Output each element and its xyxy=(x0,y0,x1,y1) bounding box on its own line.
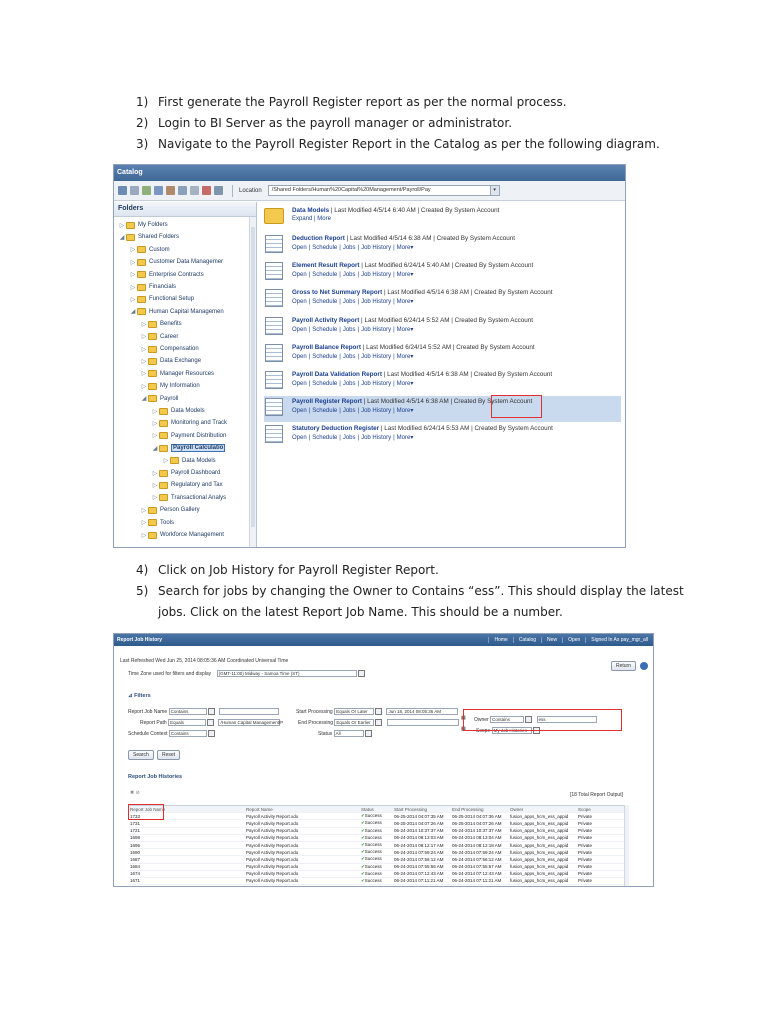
total-output: [18 Total Report Output] xyxy=(570,792,623,798)
folder-icon xyxy=(159,482,168,489)
location-path: /Shared Folders/Human%20Capital%20Management/Payroll/Pay xyxy=(271,187,431,193)
tree-item[interactable] xyxy=(151,442,225,454)
scroll-thumb[interactable] xyxy=(251,227,255,527)
tree-item[interactable] xyxy=(129,244,170,256)
more-link[interactable]: More xyxy=(396,408,411,415)
expand-toggle-icon[interactable]: ▷ xyxy=(141,358,147,365)
histories-heading: Report Job Histories xyxy=(128,774,183,780)
folder-icon xyxy=(148,532,157,539)
step-4: 4) Click on Job History for Payroll Register Report. xyxy=(136,563,439,577)
filters-heading[interactable]: ⊿ Filters xyxy=(128,693,151,699)
open-link[interactable]: Open xyxy=(292,353,307,360)
tree-item-label[interactable]: Compensation xyxy=(160,346,199,352)
report-name-link[interactable]: Payroll Balance Report xyxy=(292,343,361,351)
folder-tree xyxy=(114,217,256,547)
tree-item[interactable] xyxy=(140,318,182,330)
start-processing-filter: Start Processing Equals Or Later Jun 18, 2014 08:05:36 AM xyxy=(296,708,458,715)
instructions-bottom xyxy=(136,560,696,623)
schedule-link[interactable]: Schedule xyxy=(312,381,338,387)
tree-item-label[interactable]: Tools xyxy=(160,519,175,526)
tree-item-label[interactable]: Data Exchange xyxy=(160,358,202,365)
expand-toggle-icon[interactable]: ▷ xyxy=(141,334,147,341)
copy-icon[interactable] xyxy=(154,186,163,195)
job-id-link[interactable]: 1733 xyxy=(130,813,141,819)
report-path-input[interactable]: /Human Capital Management/P xyxy=(220,720,284,725)
new-icon[interactable] xyxy=(118,186,127,195)
tree-item[interactable] xyxy=(129,281,176,293)
nav-catalog[interactable]: Catalog xyxy=(513,637,541,643)
check-icon: ✔ xyxy=(361,863,365,869)
more-link[interactable]: More xyxy=(396,381,411,387)
report-icon xyxy=(265,371,283,389)
tree-item-label[interactable]: Monitoring and Track xyxy=(171,420,228,427)
folder-icon xyxy=(148,370,157,377)
job-history-body xyxy=(114,646,653,887)
expand-toggle-icon[interactable]: ▷ xyxy=(119,222,125,229)
open-link[interactable]: Open xyxy=(292,299,307,306)
table-row[interactable]: 1690 Payroll Activity Report.xdo ✔Success 06-24-2014 07:59:24 AM 06-24-2014 07:59:24 AM fusion_apps_hcm_ess_appid Private xyxy=(128,849,628,856)
folder-icon xyxy=(148,321,157,328)
tree-item-label[interactable]: Functional Setup xyxy=(149,296,195,303)
report-job-name-input[interactable] xyxy=(219,708,279,715)
report-item[interactable]: Statutory Deduction Register | Last Modified 6/24/14 5:53 AM | Created By System Account Open | Schedule | Jobs | Job History | More▾ xyxy=(264,423,621,449)
tree-item[interactable] xyxy=(129,306,224,318)
expand-toggle-icon[interactable]: ▷ xyxy=(141,371,147,378)
more-link[interactable]: More xyxy=(396,435,411,442)
tree-item[interactable] xyxy=(140,393,178,405)
report-name-link[interactable]: Payroll Data Validation Report xyxy=(292,371,382,378)
schedule-link[interactable]: Schedule xyxy=(312,272,338,279)
schedule-link[interactable]: Schedule xyxy=(312,353,338,360)
tree-item-label[interactable]: Transactional Analys xyxy=(171,494,227,501)
check-icon: ✔ xyxy=(361,849,365,855)
expand-toggle-icon[interactable]: ▷ xyxy=(130,259,136,266)
check-icon: ✔ xyxy=(361,820,365,826)
expand-toggle-icon[interactable]: ▷ xyxy=(152,408,158,415)
table-row[interactable]: 1687 Payroll Activity Report.xdo ✔Success 06-24-2014 07:56:12 AM 06-24-2014 07:56:12 AM fusion_apps_hcm_ess_appid Private xyxy=(128,856,628,863)
tree-item[interactable] xyxy=(151,467,220,479)
job-id-link[interactable]: 1695 xyxy=(130,842,141,848)
report-icon xyxy=(265,289,283,307)
jobs-link[interactable]: Jobs xyxy=(342,245,356,251)
job-id-link[interactable]: 1690 xyxy=(130,849,141,855)
tree-item-label[interactable]: Career xyxy=(160,333,179,340)
schedule-context-filter: Schedule Context Contains xyxy=(128,730,215,737)
schedule-link[interactable]: Schedule xyxy=(312,408,338,415)
table-scrollbar[interactable] xyxy=(624,805,629,887)
more-link[interactable]: More xyxy=(396,245,411,251)
folder-icon xyxy=(137,259,146,266)
tree-item[interactable] xyxy=(140,331,178,343)
nav-signed-in[interactable]: Signed In As pay_mgr_all xyxy=(585,637,653,643)
schedule-link[interactable]: Schedule xyxy=(312,326,338,333)
report-icon xyxy=(265,317,283,335)
highlight-owner-box xyxy=(463,709,622,731)
job-histories-table xyxy=(128,805,628,885)
chevron-down-icon[interactable]: ▾ xyxy=(410,408,414,415)
expand-toggle-icon[interactable]: ▷ xyxy=(152,495,158,502)
open-link[interactable]: Open xyxy=(292,381,307,387)
tree-item-label[interactable]: Workforce Management xyxy=(160,532,224,538)
job-history-header xyxy=(114,634,653,646)
expand-toggle-icon[interactable]: ◢ xyxy=(130,309,136,316)
report-icon xyxy=(265,235,283,253)
tree-item[interactable] xyxy=(140,343,199,355)
expand-toggle-icon[interactable]: ▷ xyxy=(130,296,136,303)
job-history-link[interactable]: Job History xyxy=(361,381,392,387)
tree-item[interactable] xyxy=(140,517,174,529)
chevron-down-icon[interactable]: ▾ xyxy=(410,381,414,387)
expand-toggle-icon[interactable]: ▷ xyxy=(152,433,158,440)
folder-icon xyxy=(137,246,146,253)
expand-toggle-icon[interactable]: ▷ xyxy=(141,321,147,328)
job-history-link[interactable]: Job History xyxy=(361,326,392,333)
chevron-down-icon[interactable]: ▾ xyxy=(490,186,499,195)
tree-item[interactable] xyxy=(140,380,200,392)
catalog-toolbar xyxy=(114,181,625,201)
report-icon xyxy=(265,344,283,362)
folder-icon xyxy=(170,457,179,464)
catalog-title: Catalog xyxy=(114,165,625,181)
nav-open[interactable]: Open xyxy=(562,637,585,643)
search-button[interactable]: Search xyxy=(128,750,154,760)
tree-item[interactable] xyxy=(140,368,214,380)
folder-icon xyxy=(137,296,146,303)
last-refreshed: Last Refreshed Wed Jun 25, 2014 08:05:36 AM Coordinated Universal Time xyxy=(120,658,289,664)
expand-toggle-icon[interactable]: ◢ xyxy=(141,396,147,403)
toolbar-divider xyxy=(232,185,233,197)
tree-item-label[interactable]: Payroll Dashboard xyxy=(171,470,221,476)
tree-item[interactable] xyxy=(151,430,226,442)
expand-toggle-icon[interactable]: ◢ xyxy=(119,234,125,241)
delete-icon[interactable] xyxy=(202,186,211,195)
expand-toggle-icon[interactable]: ▷ xyxy=(152,470,158,477)
expand-toggle-icon[interactable]: ▷ xyxy=(141,507,147,514)
check-icon: ✔ xyxy=(361,856,365,862)
upload-icon[interactable] xyxy=(130,186,139,195)
tree-item[interactable] xyxy=(151,479,223,491)
tree-item[interactable] xyxy=(118,219,168,231)
tree-item[interactable] xyxy=(140,504,200,516)
table-row[interactable]: 1695 Payroll Activity Report.xdo ✔Success 06-24-2014 08:12:17 AM 06-24-2014 08:12:18 AM fusion_apps_hcm_ess_appid Private xyxy=(128,842,628,849)
report-name-link[interactable]: Element Result Report xyxy=(292,262,360,270)
job-history-title: Report Job History xyxy=(117,637,163,643)
owner-filter: Owner Contains ess xyxy=(474,716,597,723)
nav-new[interactable]: New xyxy=(541,637,562,643)
folder-icon xyxy=(159,432,168,439)
job-id-link[interactable]: 1731 xyxy=(130,820,141,826)
table-row[interactable]: 1684 Payroll Activity Report.xdo ✔Success 06-24-2014 07:55:56 AM 06-24-2014 07:55:57 AM fusion_apps_hcm_ess_appid Private xyxy=(128,864,628,871)
expand-toggle-icon[interactable]: ▷ xyxy=(141,532,147,539)
tree-item[interactable] xyxy=(162,455,216,467)
folder-icon xyxy=(159,420,168,427)
job-history-link[interactable]: Job History xyxy=(361,245,392,251)
tree-item-label[interactable]: Custom xyxy=(149,246,170,253)
chevron-down-icon[interactable]: ▾ xyxy=(410,299,414,306)
timezone-select[interactable]: (GMT-11:00) Midway - Samoa Time (ST) xyxy=(217,670,357,677)
folder-icon xyxy=(148,395,157,402)
help-icon[interactable] xyxy=(640,662,648,672)
chevron-down-icon[interactable]: ▾ xyxy=(410,435,414,442)
folders-scrollbar[interactable] xyxy=(249,217,256,547)
open-link[interactable]: Open xyxy=(292,272,307,279)
report-name-link[interactable]: Payroll Register Report xyxy=(292,398,362,406)
schedule-link[interactable]: Schedule xyxy=(312,435,338,442)
calendar-icon[interactable]: ▦ xyxy=(461,715,466,721)
tree-item[interactable] xyxy=(118,231,179,243)
table-row[interactable]: 1721 Payroll Activity Report.xdo ✔Success 06-24-2014 10:37:37 AM 06-24-2014 10:37:37 AM fusion_apps_hcm_ess_appid Private xyxy=(128,828,628,835)
folder-icon xyxy=(264,208,284,224)
job-history-link[interactable]: Job History xyxy=(361,299,392,306)
report-item[interactable]: Gross to Net Summary Report | Last Modified 4/5/14 6:38 AM | Created By System Account Open | Schedule | Jobs | Job History | More▾ xyxy=(264,287,621,313)
check-icon: ✔ xyxy=(361,877,365,883)
expand-toggle-icon[interactable]: ▷ xyxy=(141,520,147,527)
expand-toggle-icon[interactable]: ▷ xyxy=(130,247,136,254)
expand-toggle-icon[interactable]: ▷ xyxy=(152,420,158,427)
jobs-link[interactable]: Jobs xyxy=(342,381,356,387)
expand-toggle-icon[interactable]: ▷ xyxy=(141,346,147,353)
step-3: 3) Navigate to the Payroll Register Report in the Catalog as per the following diagram. xyxy=(136,137,660,151)
tree-item-label[interactable]: Data Models xyxy=(182,457,216,464)
tree-item-label[interactable]: Payroll Calculatio xyxy=(173,445,224,452)
jobs-link[interactable]: Jobs xyxy=(342,299,356,306)
reset-button[interactable]: Reset xyxy=(157,750,180,760)
tree-item-label[interactable]: Enterprise Contracts xyxy=(149,271,204,278)
report-icon xyxy=(265,398,283,416)
step-2: 2) Login to BI Server as the payroll manager or administrator. xyxy=(136,116,513,130)
folder-icon xyxy=(148,519,157,526)
table-row[interactable]: 1733 Payroll Activity Report.xdo ✔Success 06-25-2014 04:07:35 AM 06-25-2014 04:07:36 AM fusion_apps_hcm_ess_appid Private xyxy=(128,813,628,820)
calendar-icon[interactable]: ▦ xyxy=(461,726,466,732)
report-name-link[interactable]: Deduction Report xyxy=(292,235,345,242)
tree-item-label[interactable]: My Information xyxy=(160,383,200,390)
expand-toggle-icon[interactable]: ▷ xyxy=(152,482,158,489)
tree-item[interactable] xyxy=(151,492,226,504)
tree-item-label[interactable]: Benefits xyxy=(160,321,182,328)
job-history-link[interactable]: Job History xyxy=(361,408,392,415)
job-id-link[interactable]: 1687 xyxy=(130,856,141,862)
chevron-down-icon[interactable] xyxy=(375,708,382,715)
timezone-row xyxy=(128,670,365,677)
folder-icon xyxy=(148,383,157,390)
instructions-top xyxy=(136,92,696,155)
folder-icon xyxy=(159,470,168,477)
tree-item[interactable] xyxy=(129,293,194,305)
nav-home[interactable]: Home xyxy=(488,637,512,643)
folder-icon xyxy=(159,408,168,415)
chevron-down-icon[interactable] xyxy=(365,730,372,737)
table-row[interactable]: 1731 Payroll Activity Report.xdo ✔Success 06-25-2014 04:07:26 AM 06-25-2014 04:07:26 AM fusion_apps_hcm_ess_appid Private xyxy=(128,820,628,827)
paste-icon[interactable] xyxy=(178,186,187,195)
report-name-link[interactable]: Statutory Deduction Register xyxy=(292,425,380,433)
folder-icon xyxy=(137,284,146,291)
chevron-down-icon[interactable] xyxy=(358,670,365,677)
report-name-link[interactable]: Gross to Net Summary Report xyxy=(292,289,383,297)
report-name-link[interactable]: Payroll Activity Report xyxy=(292,316,360,324)
location-field[interactable] xyxy=(268,185,500,196)
folders-title: Folders xyxy=(114,202,256,217)
jobs-link[interactable]: Jobs xyxy=(342,272,356,279)
job-id-link[interactable]: 1721 xyxy=(130,828,141,834)
tree-item[interactable] xyxy=(129,256,223,268)
report-icon xyxy=(265,262,283,280)
highlight-job-id-box xyxy=(128,804,164,820)
status-filter: Status All xyxy=(318,730,372,737)
jobs-link[interactable]: Jobs xyxy=(342,408,356,415)
folder-icon xyxy=(126,234,135,241)
properties-icon[interactable] xyxy=(190,186,199,195)
more-link[interactable]: More xyxy=(396,353,411,360)
job-id-link[interactable]: 1671 xyxy=(130,878,141,884)
timezone-label: Time Zone used for filters and display xyxy=(128,670,212,677)
folders-pane xyxy=(114,202,257,547)
catalog-screenshot xyxy=(113,164,626,548)
job-history-link[interactable]: Job History xyxy=(361,272,392,279)
more-link[interactable]: More xyxy=(396,272,411,279)
catalog-items xyxy=(258,202,625,547)
check-icon: ✔ xyxy=(361,813,365,819)
report-item[interactable]: Element Result Report | Last Modified 6/24/14 5:40 AM | Created By System Account Open | Schedule | Jobs | Job History | More▾ xyxy=(264,260,621,286)
report-path-filter: Report Path Equals /Human Capital Management/P xyxy=(140,719,284,726)
job-history-screenshot xyxy=(113,633,654,887)
open-link[interactable]: Open xyxy=(292,435,307,442)
expand-toggle-icon[interactable]: ▷ xyxy=(130,272,136,279)
chevron-down-icon[interactable] xyxy=(208,730,215,737)
table-row[interactable]: 1671 Payroll Activity Report.xdo ✔Success 06-24-2014 07:11:21 AM 06-24-2014 07:11:21 AM fusion_apps_hcm_ess_appid Private xyxy=(128,878,628,885)
table-header: Report Job Name Report Name Status Start Processing End Processing Owner Scope xyxy=(128,806,628,813)
check-icon: ✔ xyxy=(361,842,365,848)
table-row[interactable]: 1674 Payroll Activity Report.xdo ✔Success 06-24-2014 07:12:43 AM 06-24-2014 07:12:43 AM fusion_apps_hcm_ess_appid Private xyxy=(128,871,628,878)
chevron-down-icon[interactable] xyxy=(375,719,382,726)
jobs-link[interactable]: Jobs xyxy=(342,435,356,442)
highlight-job-history-box xyxy=(491,395,542,418)
check-icon: ✔ xyxy=(361,827,365,833)
tree-item-label[interactable]: Customer Data Managemer xyxy=(149,259,224,266)
expand-toggle-icon[interactable]: ▷ xyxy=(130,284,136,291)
tree-item-label[interactable]: Data Models xyxy=(171,408,205,414)
report-item[interactable]: Payroll Activity Report | Last Modified 6/24/14 5:52 AM | Created By System Account Open | Schedule | Jobs | Job History | More▾ xyxy=(264,315,621,341)
end-processing-filter: End Processing Equals Or Earlier xyxy=(298,719,459,726)
folder-icon xyxy=(148,358,157,365)
start-processing-input[interactable]: Jun 18, 2014 08:05:36 AM xyxy=(386,708,458,715)
owner-input[interactable]: ess xyxy=(537,716,597,723)
data-models-actions[interactable]: Expand | More xyxy=(292,216,331,222)
tree-item[interactable] xyxy=(151,405,205,417)
tree-item-label[interactable]: Regulatory and Tax xyxy=(171,482,223,489)
data-models-link[interactable]: Data Models xyxy=(292,207,330,214)
tree-item-label[interactable]: Payment Distribution xyxy=(171,432,227,439)
expand-toggle-icon[interactable]: ◢ xyxy=(152,445,158,452)
chevron-down-icon[interactable] xyxy=(207,719,214,726)
folder-icon xyxy=(159,494,168,501)
scope-filter: Scope My Job Histories xyxy=(476,727,540,734)
chevron-down-icon[interactable] xyxy=(208,708,215,715)
expand-toggle-icon[interactable]: ▷ xyxy=(163,458,169,465)
chevron-down-icon[interactable]: ▾ xyxy=(410,326,414,333)
job-id-link[interactable]: 1698 xyxy=(130,835,141,841)
folder-icon xyxy=(148,507,157,514)
view-icon[interactable] xyxy=(214,186,223,195)
tree-item-label[interactable]: My Folders xyxy=(138,222,168,228)
end-processing-input[interactable] xyxy=(387,719,459,726)
step-5: 5) Search for jobs by changing the Owner to Contains “ess”. This should display the latest jobs. Click on the latest Report Job Name. This should be a number. xyxy=(136,584,684,619)
report-job-name-filter: Report Job Name Contains xyxy=(128,708,279,715)
check-icon: ✔ xyxy=(361,870,365,876)
report-item[interactable]: Deduction Report | Last Modified 4/5/14 6:38 AM | Created By System Account Open | Schedule | Jobs | Job History | More▾ xyxy=(264,233,621,259)
more-link[interactable]: More xyxy=(396,326,411,333)
job-id-link[interactable]: 1674 xyxy=(130,871,141,877)
job-id-link[interactable]: 1684 xyxy=(130,864,141,870)
jobs-link[interactable]: Jobs xyxy=(342,326,356,333)
report-item[interactable]: Payroll Register Report | Last Modified 4/5/14 6:38 AM | Created By System Account Open | Schedule | Jobs | Job History | More▾ xyxy=(264,396,621,422)
job-history-link[interactable]: Job History xyxy=(361,435,392,442)
folder-icon xyxy=(137,308,146,315)
folder-icon xyxy=(148,346,157,353)
table-row[interactable]: 1698 Payroll Activity Report.xdo ✔Success 06-24-2014 08:13:03 AM 06-24-2014 08:13:04 AM fusion_apps_hcm_ess_appid Private xyxy=(128,835,628,842)
tree-item[interactable] xyxy=(151,417,227,429)
tree-item-label[interactable]: Person Gallery xyxy=(160,507,200,514)
folder-icon xyxy=(148,333,157,340)
tree-item-label[interactable]: Manager Resources xyxy=(160,370,215,377)
folder-icon xyxy=(126,222,135,229)
open-link[interactable]: Open xyxy=(292,408,307,415)
tree-item-label[interactable]: Human Capital Managemen xyxy=(149,308,224,315)
tree-item-label[interactable]: Shared Folders xyxy=(138,234,180,241)
cut-icon[interactable] xyxy=(166,186,175,195)
report-item[interactable]: Payroll Data Validation Report | Last Modified 4/5/14 6:38 AM | Created By System Account Open | Schedule | Jobs | Job History | More▾ xyxy=(264,369,621,395)
schedule-link[interactable]: Schedule xyxy=(312,299,338,306)
tree-item-label[interactable]: Payroll xyxy=(160,395,179,402)
tree-item[interactable] xyxy=(140,355,201,367)
return-button[interactable]: Return xyxy=(611,661,636,671)
jobs-link[interactable]: Jobs xyxy=(342,353,356,360)
tree-item[interactable] xyxy=(129,269,204,281)
report-item[interactable]: Payroll Balance Report | Last Modified 6/24/14 5:52 AM | Created By System Account Open | Schedule | Jobs | Job History | More▾ xyxy=(264,342,621,368)
step-1: 1) First generate the Payroll Register report as per the normal process. xyxy=(136,95,567,109)
report-icon xyxy=(265,425,283,443)
tree-item-label[interactable]: Financials xyxy=(149,284,177,290)
job-history-link[interactable]: Job History xyxy=(361,353,392,360)
folder-icon xyxy=(137,271,146,278)
location-label: Location xyxy=(239,187,262,194)
chevron-down-icon[interactable]: ▾ xyxy=(410,353,414,360)
data-models-item[interactable]: Data Models | Last Modified 4/5/14 6:40 AM | Created By System Account Expand | More xyxy=(264,205,621,231)
tree-item[interactable] xyxy=(140,529,224,541)
expand-toggle-icon[interactable]: ▷ xyxy=(141,383,147,390)
folder-icon xyxy=(159,445,168,452)
schedule-link[interactable]: Schedule xyxy=(312,245,338,251)
more-link[interactable]: More xyxy=(396,299,411,306)
chevron-down-icon[interactable]: ▾ xyxy=(410,272,414,279)
chevron-down-icon[interactable]: ▾ xyxy=(410,245,414,251)
open-link[interactable]: Open xyxy=(292,326,307,333)
check-icon: ✔ xyxy=(361,834,365,840)
open-link[interactable]: Open xyxy=(292,245,307,251)
refresh-icon[interactable] xyxy=(142,186,151,195)
delete-icon[interactable]: ✖ ⊘ xyxy=(130,790,140,796)
